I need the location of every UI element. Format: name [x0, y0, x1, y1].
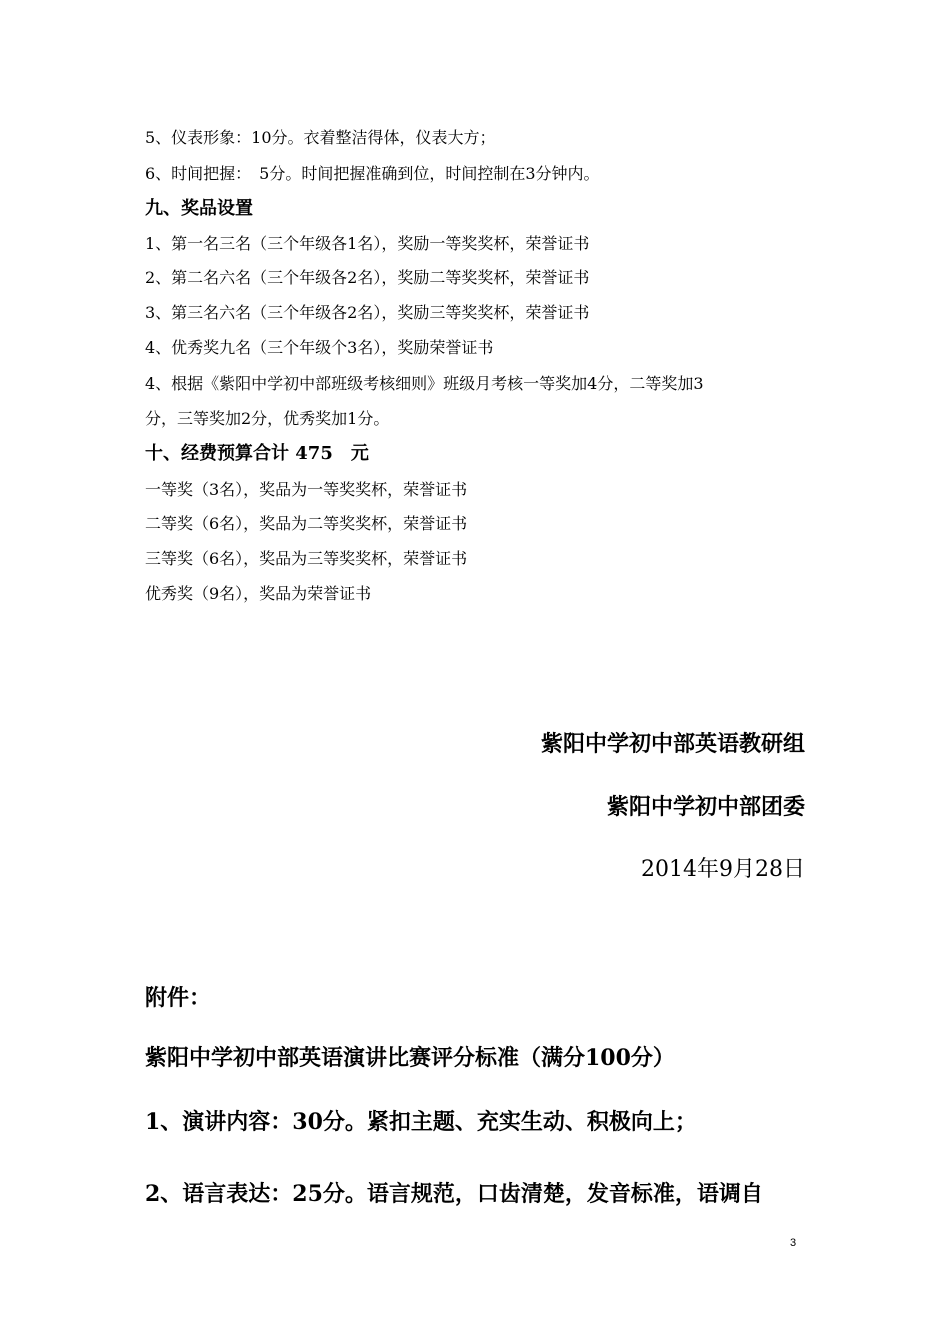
- prize-item-2: 2、第二名六名（三个年级各2名），奖励二等奖奖杯，荣誉证书: [145, 268, 590, 287]
- page-number: 3: [790, 1237, 797, 1249]
- criteria-item-2: 2、语言表达：25分。语言规范，口齿清楚，发音标准，语调自: [145, 1181, 763, 1207]
- signature-org-2: 紫阳中学初中部团委: [606, 794, 805, 820]
- attachment-label: 附件：: [145, 985, 212, 1011]
- prize-item-4: 4、优秀奖九名（三个年级个3名），奖励荣誉证书: [145, 338, 494, 357]
- section-nine-heading: 九、奖品设置: [145, 198, 253, 219]
- prize-item-3: 3、第三名六名（三个年级各2名），奖励三等奖奖杯，荣誉证书: [145, 303, 590, 322]
- budget-item-4: 优秀奖（9名），奖品为荣誉证书: [145, 584, 372, 603]
- attachment-title: 紫阳中学初中部英语演讲比赛评分标准（满分100分）: [145, 1045, 675, 1071]
- section-ten-heading: 十、经费预算合计 475 元: [145, 443, 369, 464]
- prize-item-5-line1: 4、根据《紫阳中学初中部班级考核细则》班级月考核一等奖加4分，二等奖加3: [145, 374, 704, 393]
- budget-item-3: 三等奖（6名），奖品为三等奖奖杯，荣誉证书: [145, 549, 468, 568]
- prize-item-1: 1、第一名三名（三个年级各1名），奖励一等奖奖杯，荣誉证书: [145, 234, 590, 253]
- signature-org-1: 紫阳中学初中部英语教研组: [540, 731, 805, 757]
- scoring-item-6: 6、时间把握： 5分。时间把握准确到位，时间控制在3分钟内。: [145, 164, 600, 183]
- budget-item-2: 二等奖（6名），奖品为二等奖奖杯，荣誉证书: [145, 514, 468, 533]
- criteria-item-1: 1、演讲内容：30分。紧扣主题、充实生动、积极向上；: [145, 1109, 697, 1135]
- signature-date: 2014年9月28日: [641, 857, 805, 882]
- scoring-item-5: 5、仪表形象：10分。衣着整洁得体，仪表大方；: [145, 128, 496, 147]
- budget-item-1: 一等奖（3名），奖品为一等奖奖杯，荣誉证书: [145, 480, 468, 499]
- prize-item-5-line2: 分，三等奖加2分，优秀奖加1分。: [145, 409, 390, 428]
